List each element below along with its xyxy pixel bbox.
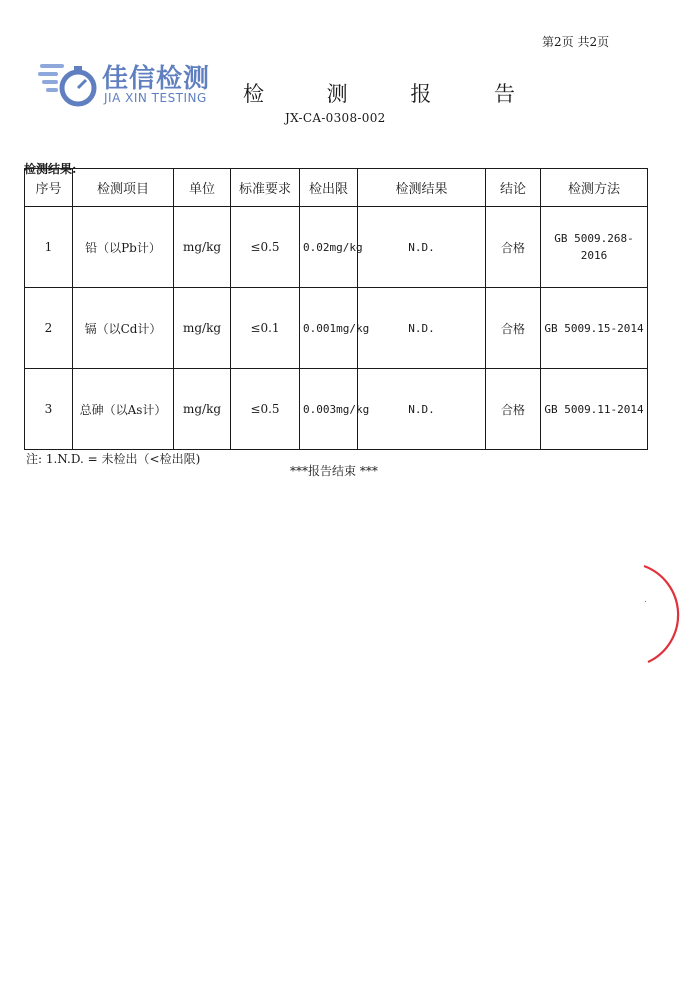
table-row: [25, 207, 648, 288]
cell-detection-limit: 0.003mg/kg: [300, 369, 358, 450]
cell-standard: ≤0.5: [231, 207, 300, 288]
cell-index: 3: [25, 369, 73, 450]
logo-chinese-name: 佳信检测: [102, 64, 211, 94]
col-header-standard: 标准要求: [231, 169, 300, 207]
logo-english-name: JIA XIN TESTING: [104, 91, 207, 105]
cell-unit: mg/kg: [174, 207, 231, 288]
table-row: [25, 288, 648, 369]
company-logo: [38, 58, 238, 110]
cell-conclusion: 合格: [486, 207, 541, 288]
cell-unit: mg/kg: [174, 369, 231, 450]
col-header-conclusion: 结论: [486, 169, 541, 207]
cell-standard: ≤0.1: [231, 288, 300, 369]
footnote: 注: 1.N.D. = 未检出（<检出限): [26, 452, 201, 466]
table-row: [25, 369, 648, 450]
col-header-detection-limit: 检出限: [300, 169, 358, 207]
stopwatch-speed-icon: [38, 58, 102, 110]
cell-index: 2: [25, 288, 73, 369]
svg-text:.: .: [644, 595, 647, 605]
cell-item: 镉（以Cd计）: [73, 288, 174, 369]
col-header-result: 检测结果: [358, 169, 486, 207]
cell-result: N.D.: [358, 288, 486, 369]
report-title: 检 测 报 告: [243, 82, 544, 106]
report-number: JX-CA-0308-002: [285, 111, 386, 125]
col-header-item: 检测项目: [73, 169, 174, 207]
cell-method: GB 5009.11-2014: [541, 369, 648, 450]
cell-detection-limit: 0.02mg/kg: [300, 207, 358, 288]
results-table: [24, 168, 648, 450]
page-number: 第2页 共2页: [542, 35, 610, 49]
section-title: 检测结果:: [24, 162, 77, 176]
cell-result: N.D.: [358, 207, 486, 288]
table-header-row: [25, 169, 648, 207]
cell-method: GB 5009.268-2016: [541, 207, 648, 288]
col-header-method: 检测方法: [541, 169, 648, 207]
cell-item: 总砷（以As计）: [73, 369, 174, 450]
cell-standard: ≤0.5: [231, 369, 300, 450]
cell-method: GB 5009.15-2014: [541, 288, 648, 369]
red-seal-stamp: [610, 560, 684, 670]
cell-item: 铅（以Pb计）: [73, 207, 174, 288]
cell-unit: mg/kg: [174, 288, 231, 369]
col-header-index: 序号: [25, 169, 73, 207]
report-end-marker: ***报告结束 ***: [290, 464, 378, 478]
cell-conclusion: 合格: [486, 288, 541, 369]
cell-conclusion: 合格: [486, 369, 541, 450]
col-header-unit: 单位: [174, 169, 231, 207]
cell-result: N.D.: [358, 369, 486, 450]
cell-index: 1: [25, 207, 73, 288]
cell-detection-limit: 0.001mg/kg: [300, 288, 358, 369]
